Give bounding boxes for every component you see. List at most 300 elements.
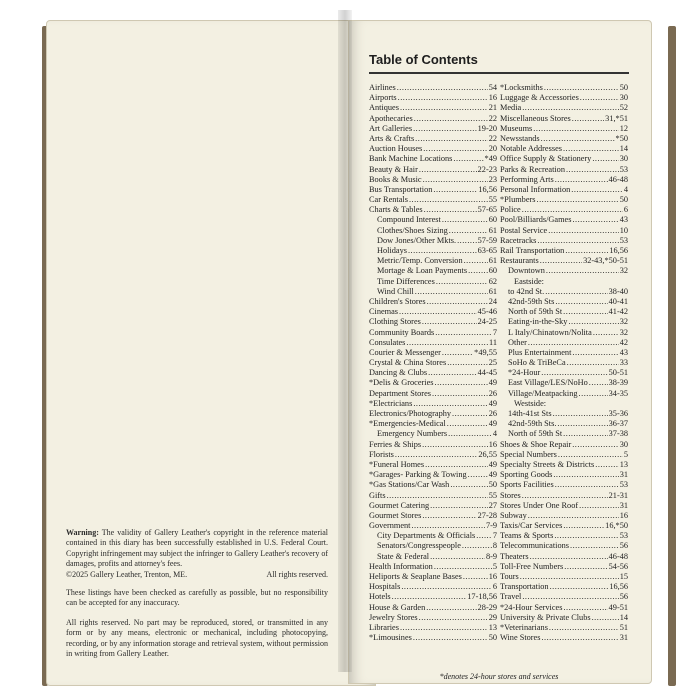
toc-entry-name: Electronics/Photography <box>369 409 452 418</box>
toc-leader-dots <box>452 409 488 419</box>
listings-note: These listings have been checked as carefully as possible, but no responsibility can be accepted for any inaccuracy. <box>66 588 328 608</box>
toc-entry <box>500 480 628 490</box>
toc-entry-name: Airlines <box>369 83 396 92</box>
toc-entry-name: Parks & Recreation <box>500 164 565 174</box>
toc-leader-dots <box>589 378 608 388</box>
toc-leader-dots <box>549 623 619 633</box>
toc-leader-dots <box>463 572 488 582</box>
toc-entry <box>500 226 628 236</box>
toc-entry-page: 50-51 <box>608 368 628 378</box>
toc-entry <box>500 93 628 103</box>
toc-entry-page: 53 <box>619 235 628 245</box>
toc-leader-dots <box>397 83 488 93</box>
toc-leader-dots <box>553 470 618 480</box>
toc-entry-name: Tours <box>500 572 519 581</box>
toc-entry-name: Other <box>508 337 527 347</box>
toc-leader-dots <box>413 633 488 643</box>
toc-entry-page: 45-46 <box>477 307 497 317</box>
toc-leader-dots <box>448 429 492 439</box>
toc-entry-name: 14th-41st Sts <box>508 409 552 418</box>
toc-leader-dots <box>425 460 488 470</box>
toc-entry <box>500 592 628 602</box>
toc-entry-name: Eastside: <box>514 276 544 286</box>
toc-entry-name: City Departments & Officials <box>377 531 476 541</box>
toc-entry-page: *50 <box>615 133 628 143</box>
toc-entry <box>500 572 628 582</box>
toc-entry-name: SoHo & TriBeCa <box>508 358 566 368</box>
toc-leader-dots <box>450 480 487 490</box>
toc-leader-dots <box>422 317 477 327</box>
toc-entry <box>369 297 497 307</box>
toc-entry-name: Compound Interest <box>377 215 441 225</box>
toc-entry <box>369 287 497 297</box>
toc-entry <box>369 491 497 501</box>
toc-entry-name: Clothing Stores <box>369 317 421 327</box>
toc-leader-dots <box>565 246 608 256</box>
toc-leader-dots <box>579 501 619 511</box>
toc-entry-page: 62 <box>488 276 497 286</box>
toc-leader-dots <box>563 144 619 154</box>
toc-entry-name: Stores <box>500 490 521 500</box>
toc-leader-dots <box>435 378 488 388</box>
toc-leader-dots <box>522 592 618 602</box>
toc-entry-name: Jewelry Stores <box>369 612 418 622</box>
toc-leader-dots <box>537 236 618 246</box>
toc-leader-dots <box>395 450 477 460</box>
toc-leader-dots <box>571 185 623 195</box>
toc-leader-dots <box>406 338 488 348</box>
toc-entry-page: 14 <box>619 612 628 622</box>
toc-entry-page: 16 <box>619 510 628 520</box>
toc-entry <box>369 389 497 399</box>
toc-entry-name: Community Boards <box>369 327 435 337</box>
toc-entry <box>369 93 497 103</box>
toc-entry-page: 41-42 <box>608 307 628 317</box>
toc-leader-dots <box>572 215 618 225</box>
toc-entry-name: Government <box>369 521 411 531</box>
toc-entry-page: 56 <box>619 541 628 551</box>
toc-entry-page: 32-43,*50-51 <box>583 256 628 266</box>
toc-entry-name: Clothes/Shoes Sizing <box>377 225 448 235</box>
toc-entry <box>369 440 497 450</box>
toc-leader-dots <box>580 93 619 103</box>
toc-entry-name: Libraries <box>369 622 399 632</box>
toc-entry <box>369 623 497 633</box>
toc-entry-name: Plus Entertainment <box>508 347 572 357</box>
toc-leader-dots <box>449 226 488 236</box>
toc-entry <box>369 378 497 388</box>
toc-leader-dots <box>453 154 483 164</box>
toc-entry-page: 57-59 <box>477 235 497 245</box>
toc-entry-name: Teams & Sports <box>500 531 554 541</box>
toc-entry-name: Subway <box>500 510 527 520</box>
toc-entry-name: Hotels <box>369 592 391 602</box>
copyright-warning <box>66 528 328 580</box>
toc-entry-name: Gourmet Catering <box>369 500 430 510</box>
toc-entry <box>500 460 628 470</box>
toc-entry-page: 53 <box>619 480 628 490</box>
toc-entry-page: 32 <box>619 317 628 327</box>
toc-entry-page: 61 <box>488 286 497 296</box>
toc-leader-dots <box>520 572 619 582</box>
toc-entry-page: 31 <box>619 633 628 643</box>
toc-leader-dots <box>554 531 618 541</box>
toc-leader-dots <box>398 93 488 103</box>
toc-entry-name: *Limousines <box>369 633 412 643</box>
all-rights-text: All rights reserved. <box>266 569 328 579</box>
toc-entry-page: 16 <box>488 93 497 103</box>
toc-leader-dots <box>423 175 488 185</box>
toc-entry-page: 22 <box>488 133 497 143</box>
toc-leader-dots <box>593 328 619 338</box>
toc-entry-name: University & Private Clubs <box>500 612 591 622</box>
toc-entry <box>369 470 497 480</box>
toc-entry-name: Mortage & Loan Payments <box>377 266 468 276</box>
toc-entry-page: 50 <box>488 480 497 490</box>
toc-leader-dots <box>572 440 618 450</box>
toc-entry-page: 27-28 <box>477 510 497 520</box>
toc-entry <box>500 338 628 348</box>
toc-entry-page: 52 <box>619 103 628 113</box>
toc-entry-page: 35-36 <box>608 409 628 418</box>
toc-entry <box>369 633 497 643</box>
toc-entry <box>500 348 628 358</box>
toc-entry <box>369 165 497 175</box>
toc-entry-name: *Plumbers <box>500 195 536 205</box>
toc-entry <box>369 531 497 541</box>
toc-entry-name: Museums <box>500 123 533 133</box>
toc-entry <box>500 83 628 93</box>
toc-entry <box>369 236 497 246</box>
toc-leader-dots <box>432 389 488 399</box>
toc-entry <box>500 317 628 327</box>
toc-entry <box>369 134 497 144</box>
toc-entry-page: 34-35 <box>608 388 628 398</box>
toc-leader-dots <box>447 358 487 368</box>
toc-entry-page: 55 <box>488 195 497 205</box>
toc-entry <box>369 205 497 215</box>
toc-entry <box>500 613 628 623</box>
toc-entry <box>500 277 628 287</box>
toc-leader-dots <box>401 582 491 592</box>
toc-entry <box>500 154 628 164</box>
toc-entry <box>500 582 628 592</box>
toc-entry-name: East Village/LES/NoHo <box>508 378 588 388</box>
toc-entry-name: Ferries & Ships <box>369 439 422 449</box>
toc-entry-name: Charts & Tables <box>369 205 423 215</box>
toc-entry-page: 16 <box>488 439 497 449</box>
toc-leader-dots <box>436 277 488 287</box>
toc-title: Table of Contents <box>369 52 478 67</box>
toc-entry <box>369 613 497 623</box>
toc-entry-page: 30 <box>619 439 628 449</box>
toc-entry <box>369 368 497 378</box>
toc-entry <box>369 582 497 592</box>
toc-leader-dots <box>555 175 608 185</box>
toc-leader-dots <box>433 185 477 195</box>
toc-entry-page: 16,*50 <box>605 521 628 531</box>
toc-leader-dots <box>533 124 618 134</box>
toc-entry-name: Sporting Goods <box>500 470 553 480</box>
toc-entry-page: 49-51 <box>608 602 628 612</box>
toc-entry <box>500 144 628 154</box>
toc-entry-page: 55 <box>488 490 497 500</box>
toc-entry <box>500 246 628 256</box>
toc-entry <box>500 603 628 613</box>
toc-leader-dots <box>595 460 618 470</box>
copyright-text: ©2025 Gallery Leather, Trenton, ME. <box>66 569 188 579</box>
toc-entry-name: Dow Jones/Other Mkts. <box>377 235 457 245</box>
toc-entry-page: 49 <box>488 419 497 429</box>
toc-entry-page: 8-9 <box>485 551 497 561</box>
toc-leader-dots <box>555 297 607 307</box>
toc-entry <box>369 195 497 205</box>
toc-entry-page: 46-48 <box>608 551 628 561</box>
toc-entry-page: 29 <box>488 612 497 622</box>
toc-entry <box>369 338 497 348</box>
toc-entry-name: Notable Addresses <box>500 144 562 154</box>
toc-entry-name: *Gas Stations/Car Wash <box>369 480 450 490</box>
toc-entry <box>500 440 628 450</box>
toc-leader-dots <box>387 491 488 501</box>
toc-entry <box>369 144 497 154</box>
toc-entry <box>369 348 497 358</box>
toc-leader-dots <box>434 562 492 572</box>
toc-entry-name: Newsstands <box>500 133 540 143</box>
toc-entry-name: Senators/Congresspeople <box>377 541 461 551</box>
toc-entry-name: Racetracks <box>500 235 537 245</box>
toc-entry-page: 11 <box>489 337 497 347</box>
toc-entry <box>500 236 628 246</box>
toc-entry-page: 4 <box>492 429 497 439</box>
toc-entry-name: Media <box>500 103 522 113</box>
toc-entry <box>369 103 497 113</box>
toc-entry-page: 4 <box>623 184 628 194</box>
toc-entry <box>500 491 628 501</box>
toc-entry-name: Heliports & Seaplane Bases <box>369 572 462 581</box>
toc-entry-name: Wind Chill <box>377 286 414 296</box>
toc-entry <box>500 521 628 531</box>
toc-entry <box>500 307 628 317</box>
toc-entry-name: Beauty & Hair <box>369 164 418 174</box>
toc-entry-name: Village/Meatpacking <box>508 388 578 398</box>
toc-entry-name: Gourmet Stores <box>369 510 422 520</box>
toc-entry-page: 15 <box>619 572 628 581</box>
toc-entry <box>369 562 497 572</box>
reproduction-note: All rights reserved. No part may be reproduced, stored, or transmitted in any form or by any means, electronic or mechanical, including photocopying, recording, or by any information storage and retrieval system, without permission in writing from Gallery Leather. <box>66 618 328 659</box>
toc-entry-page: 43 <box>619 215 628 225</box>
toc-entry-name: *Garages- Parking & Towing <box>369 470 467 480</box>
toc-leader-dots <box>400 103 488 113</box>
toc-entry-name: *Funeral Homes <box>369 459 425 469</box>
toc-entry-page: 31 <box>619 470 628 480</box>
toc-leader-dots <box>423 144 487 154</box>
toc-entry <box>500 215 628 225</box>
toc-entry-page: 42 <box>619 337 628 347</box>
copyright-line <box>66 570 328 580</box>
toc-entry-page: 54-56 <box>608 561 628 571</box>
toc-leader-dots <box>522 205 623 215</box>
title-rule <box>369 72 629 74</box>
toc-entry-page: 26,55 <box>478 449 497 459</box>
toc-entry-name: Miscellaneous Stores <box>500 113 571 123</box>
toc-entry <box>500 429 628 439</box>
toc-entry <box>369 603 497 613</box>
toc-entry <box>500 389 628 399</box>
toc-entry-page: 57-65 <box>477 205 497 215</box>
book-spine <box>338 10 352 672</box>
toc-leader-dots <box>563 307 607 317</box>
toc-leader-dots <box>422 511 476 521</box>
toc-leader-dots <box>413 124 477 134</box>
toc-entry-name: Luggage & Accessories <box>500 93 579 103</box>
toc-leader-dots <box>563 521 604 531</box>
toc-entry-name: Arts & Crafts <box>369 133 415 143</box>
toc-entry <box>500 623 628 633</box>
toc-entry <box>500 205 628 215</box>
toc-entry <box>500 328 628 338</box>
toc-leader-dots <box>570 541 619 551</box>
toc-entry-page: 13 <box>488 622 497 632</box>
toc-entry-page: 25 <box>488 358 497 368</box>
toc-entry <box>369 409 497 419</box>
toc-entry <box>369 246 497 256</box>
toc-entry <box>500 368 628 378</box>
toc-entry-page: 19-20 <box>477 123 497 133</box>
toc-entry-page: 31 <box>619 500 628 510</box>
toc-entry <box>369 185 497 195</box>
toc-leader-dots <box>413 399 487 409</box>
toc-entry <box>500 175 628 185</box>
toc-entry-page: 16,56 <box>609 246 628 255</box>
toc-entry-page: 50 <box>619 195 628 205</box>
toc-leader-dots <box>541 134 615 144</box>
toc-entry-page: 51 <box>619 622 628 632</box>
toc-entry <box>369 328 497 338</box>
toc-entry-name: Emergency Numbers <box>377 429 448 439</box>
toc-leader-dots <box>427 297 488 307</box>
left-page <box>46 20 376 686</box>
toc-entry <box>500 297 628 307</box>
toc-entry-page: 33 <box>619 358 628 368</box>
toc-leader-dots <box>541 368 607 378</box>
toc-leader-dots <box>563 429 607 439</box>
toc-entry-page: 10 <box>619 225 628 235</box>
toc-entry <box>500 399 628 409</box>
toc-entry-page: 37-38 <box>608 429 628 439</box>
toc-entry <box>500 358 628 368</box>
toc-entry-page: 8 <box>492 541 497 551</box>
toc-leader-dots <box>545 287 607 297</box>
toc-entry-page: 63-65 <box>477 246 497 255</box>
toc-entry-name: Special Numbers <box>500 449 557 459</box>
toc-entry-page: 7-9 <box>485 521 497 531</box>
toc-entry-name: Consulates <box>369 337 406 347</box>
toc-entry-page: 32 <box>619 266 628 276</box>
toc-entry-name: Hospitals <box>369 582 401 592</box>
toc-entry-name: Gifts <box>369 490 386 500</box>
toc-entry-name: *Electricians <box>369 398 413 408</box>
toc-entry <box>369 429 497 439</box>
toc-entry-name: Health Information <box>369 561 433 571</box>
toc-entry <box>500 531 628 541</box>
toc-leader-dots <box>430 552 485 562</box>
toc-entry <box>369 226 497 236</box>
toc-leader-dots <box>409 195 488 205</box>
toc-entry-name: *Delis & Groceries <box>369 378 434 388</box>
toc-entry-page: 60 <box>488 266 497 276</box>
toc-entry-name: Sports Facilities <box>500 480 554 490</box>
toc-entry <box>369 317 497 327</box>
toc-entry-name: Taxis/Car Services <box>500 521 563 531</box>
toc-leader-dots <box>528 511 619 521</box>
toc-entry-page: 61 <box>488 256 497 266</box>
toc-leader-dots <box>558 450 623 460</box>
toc-entry-name: Toll-Free Numbers <box>500 561 564 571</box>
toc-entry-page: 32 <box>619 327 628 337</box>
toc-leader-dots <box>428 368 477 378</box>
toc-entry-name: Eating-in-the-Sky <box>508 317 568 327</box>
toc-entry-page: 24-25 <box>477 317 497 327</box>
toc-entry <box>369 511 497 521</box>
toc-entry-page: 24 <box>488 296 497 306</box>
toc-entry-page: 56 <box>619 592 628 602</box>
toc-entry-page: 31,*51 <box>605 113 628 123</box>
toc-leader-dots <box>415 287 488 297</box>
toc-entry-name: *Veterinarians <box>500 622 548 632</box>
toc-entry <box>500 124 628 134</box>
toc-entry <box>500 134 628 144</box>
toc-entry-name: Bus Transportation <box>369 184 433 194</box>
toc-leader-dots <box>422 440 488 450</box>
toc-entry-page: 40-41 <box>608 296 628 306</box>
toc-entry-name: *24-Hour Services <box>500 602 563 612</box>
toc-leader-dots <box>457 236 477 246</box>
toc-entry-name: Time Differences <box>377 276 435 286</box>
toc-footnote: *denotes 24-hour stores and services <box>439 672 559 681</box>
toc-left-column <box>369 83 497 643</box>
toc-entry-page: 16,56 <box>478 184 497 194</box>
toc-leader-dots <box>426 603 476 613</box>
toc-entry-name: Transportation <box>500 582 549 592</box>
right-page-edges <box>668 26 676 686</box>
toc-entry-name: Postal Service <box>500 225 548 235</box>
toc-entry <box>500 409 628 419</box>
toc-entry-name: Police <box>500 205 521 215</box>
toc-entry-page: 26 <box>488 388 497 398</box>
toc-entry-name: Rail Transportation <box>500 246 565 255</box>
toc-entry-page: 6 <box>492 582 497 592</box>
toc-entry <box>369 521 497 531</box>
toc-leader-dots <box>468 266 488 276</box>
toc-entry-page: 50 <box>488 633 497 643</box>
toc-leader-dots <box>566 165 619 175</box>
toc-entry-name: Personal Information <box>500 184 571 194</box>
toc-entry <box>369 277 497 287</box>
toc-entry <box>369 592 497 602</box>
toc-leader-dots <box>592 154 618 164</box>
toc-entry <box>500 501 628 511</box>
toc-entry-name: North of 59th St <box>508 429 563 439</box>
toc-leader-dots <box>399 307 477 317</box>
toc-entry-name: Courier & Messenger <box>369 347 441 357</box>
toc-leader-dots <box>414 114 488 124</box>
toc-entry-page: 27 <box>488 500 497 510</box>
toc-entry-name: Theaters <box>500 551 529 561</box>
toc-leader-dots <box>592 613 619 623</box>
toc-leader-dots <box>568 317 618 327</box>
toc-entry <box>500 419 628 429</box>
